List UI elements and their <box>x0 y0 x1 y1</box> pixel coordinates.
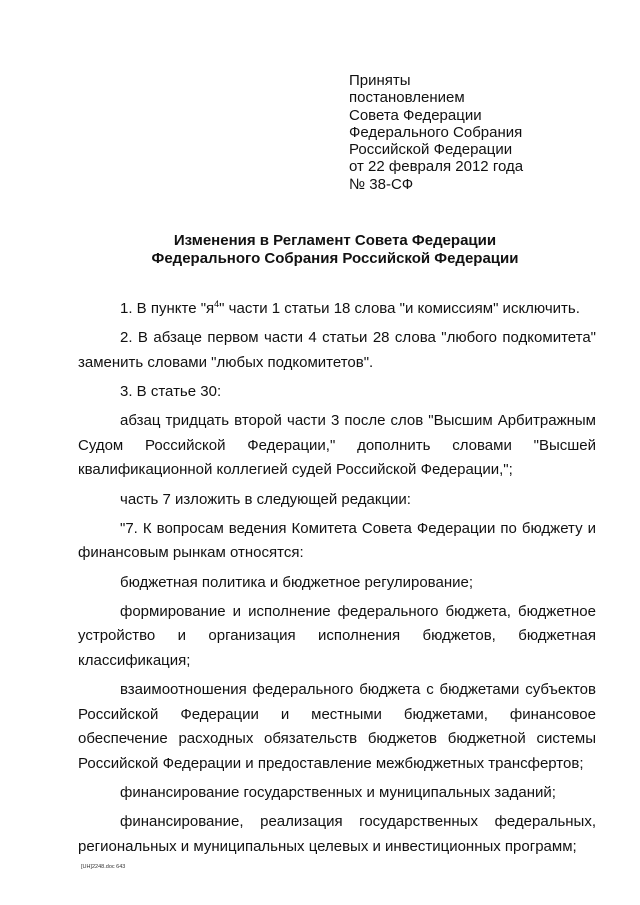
paragraph-2: 2. В абзаце первом части 4 статьи 28 слова "любого подкомитета" заменить словами "любых подкомитетов". <box>78 329 596 371</box>
paragraph-6: "7. К вопросам ведения Комитета Совета Федерации по бюджету и финансовым рынкам относятся: <box>78 519 596 562</box>
approval-line: № 38-СФ <box>349 175 414 193</box>
paragraph-10: финансирование государственных и муниципальных заданий; <box>120 784 556 802</box>
approval-line: Федерального Собрания <box>349 123 523 141</box>
document-body <box>78 297 596 864</box>
approval-line: Российской Федерации <box>349 141 513 159</box>
paragraph-1-end: " части 1 статьи 18 слова "и комиссиям" исключить. <box>219 300 580 317</box>
approval-line: Приняты <box>349 72 411 89</box>
paragraph-8: формирование и исполнение федерального бюджета, бюджетное устройство и организация исполнения бюджетов, бюджетная классификация; <box>78 602 596 669</box>
approval-line: от 22 февраля 2012 года <box>349 158 524 176</box>
paragraph-4: абзац тридцать второй части 3 после слов "Высшим Арбитражным Судом Российской Федерации," дополнить словами "Высшей квалификационной коллегией судей Российской Федерации,"; <box>78 412 596 479</box>
paragraph-3: 3. В статье 30: <box>120 382 222 400</box>
superscript-index: 4 <box>214 299 220 309</box>
approval-line: постановлением <box>349 89 465 107</box>
paragraph-1 <box>78 297 596 322</box>
document-title <box>60 232 610 268</box>
paragraph-7: бюджетная политика и бюджетное регулирование; <box>120 573 473 591</box>
paragraph-11: финансирование, реализация государственных федеральных, региональных и муниципальных целевых и инвестиционных программ; <box>78 813 596 855</box>
approval-line: Совета Федерации <box>349 106 482 124</box>
paragraph-5: часть 7 изложить в следующей редакции: <box>120 490 411 508</box>
title-line-1: Изменения в Регламент Совета Федерации <box>173 232 497 249</box>
approval-block <box>349 72 523 193</box>
paragraph-9: взаимоотношения федерального бюджета с бюджетами субъектов Российской Федерации и местными бюджетами, финансовое обеспечение расходных обязательств бюджетов бюджетной системы Российской Федерации и предоставление межбюджетных трансфертов; <box>78 681 596 772</box>
paragraph-1-start: 1. В пункте "я <box>120 300 215 317</box>
file-reference: [UH]2248.doc 643 <box>81 864 126 870</box>
title-line-2: Федерального Собрания Российской Федерации <box>151 250 519 267</box>
